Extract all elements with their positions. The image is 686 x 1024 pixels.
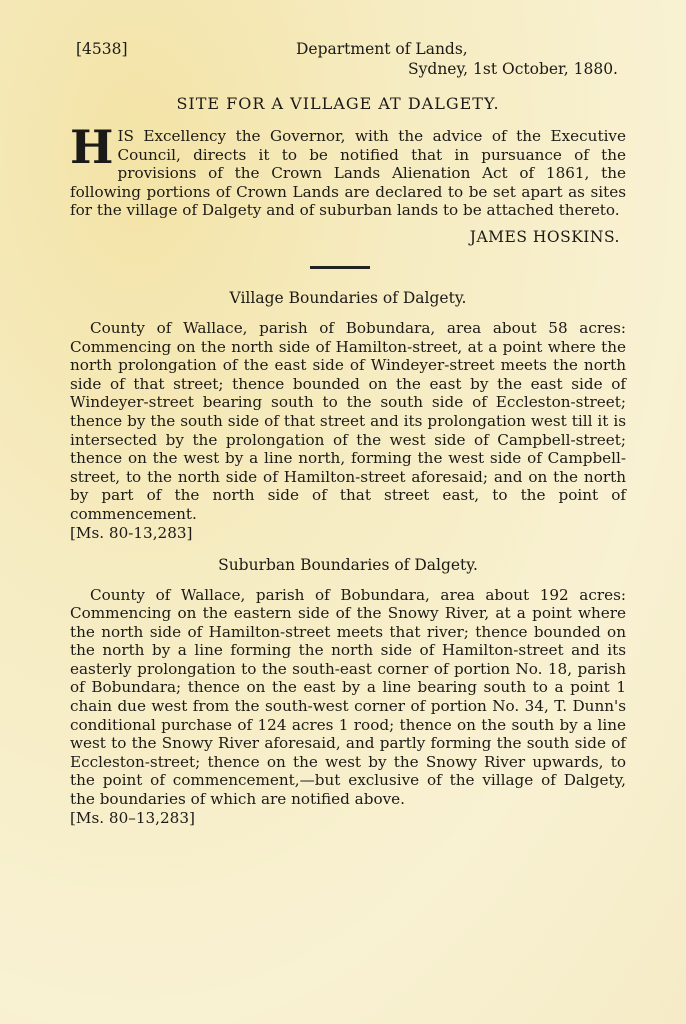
suburban-heading: Suburban Boundaries of Dalgety.	[218, 555, 478, 574]
intro-text: IS Excellency the Governor, with the advice of the Executive Council, directs it to be notified that in pursuance of the provisions of the Crown Lands Alienation Act of 1861, the following portions of Crown Lands are declared to be set apart as sites for the village of Dalgety and of suburban lands to be attached thereto.	[70, 127, 626, 220]
suburban-ms-reference: [Ms. 80–13,283]	[70, 808, 195, 827]
intro-paragraph	[70, 120, 626, 220]
notice-date: Sydney, 1st October, 1880.	[408, 60, 618, 78]
signature: JAMES HOSKINS.	[469, 227, 620, 246]
department-name: Department of Lands,	[296, 40, 468, 58]
village-description: County of Wallace, parish of Bobundara, area about 58 acres: Commencing on the north side of Hamilton-street, at a point where the north prolongation of the east side of Windeyer-street meets the north side of that street; thence bounded on the east by the east side of Windeyer-street bearing south to the south side of Eccleston-street; thence by the south side of that street and its prolongation west till it is intersected by the prolongation of the west side of Campbell-street; thence on the west by a line north, forming the west side of Campbell-street, to the north side of Hamilton-street aforesaid; and on the north by part of the north side of that street east, to the point of commencement.	[70, 318, 626, 523]
suburban-description: County of Wallace, parish of Bobundara, area about 192 acres: Commencing on the eastern side of the Snowy River, at a point where the north side of Hamilton-street meets that river; thence bounded on the north by a line forming the north side of Hamilton-street and its easterly prolongation to the south-east corner of portion No. 18, parish of Bobundara; thence on the east by a line bearing south to a point 1 chain due west from the south-west corner of portion No. 34, T. Dunn's conditional purchase of 124 acres 1 rood; thence on the south by a line west to the Snowy River aforesaid, and partly forming the south side of Eccleston-street; thence on the west by the Snowy River upwards, to the point of commencement,—but exclusive of the village of Dalgety, the boundaries of which are notified above.	[70, 585, 626, 809]
notice-header	[70, 38, 626, 84]
notice-reference: [4538]	[76, 40, 128, 58]
notice-title: SITE FOR A VILLAGE AT DALGETY.	[176, 94, 500, 113]
village-heading: Village Boundaries of Dalgety.	[229, 288, 467, 307]
section-divider	[310, 266, 370, 269]
gazette-notice	[70, 38, 626, 827]
village-ms-reference: [Ms. 80-13,283]	[70, 523, 193, 542]
drop-cap: H	[70, 120, 114, 174]
